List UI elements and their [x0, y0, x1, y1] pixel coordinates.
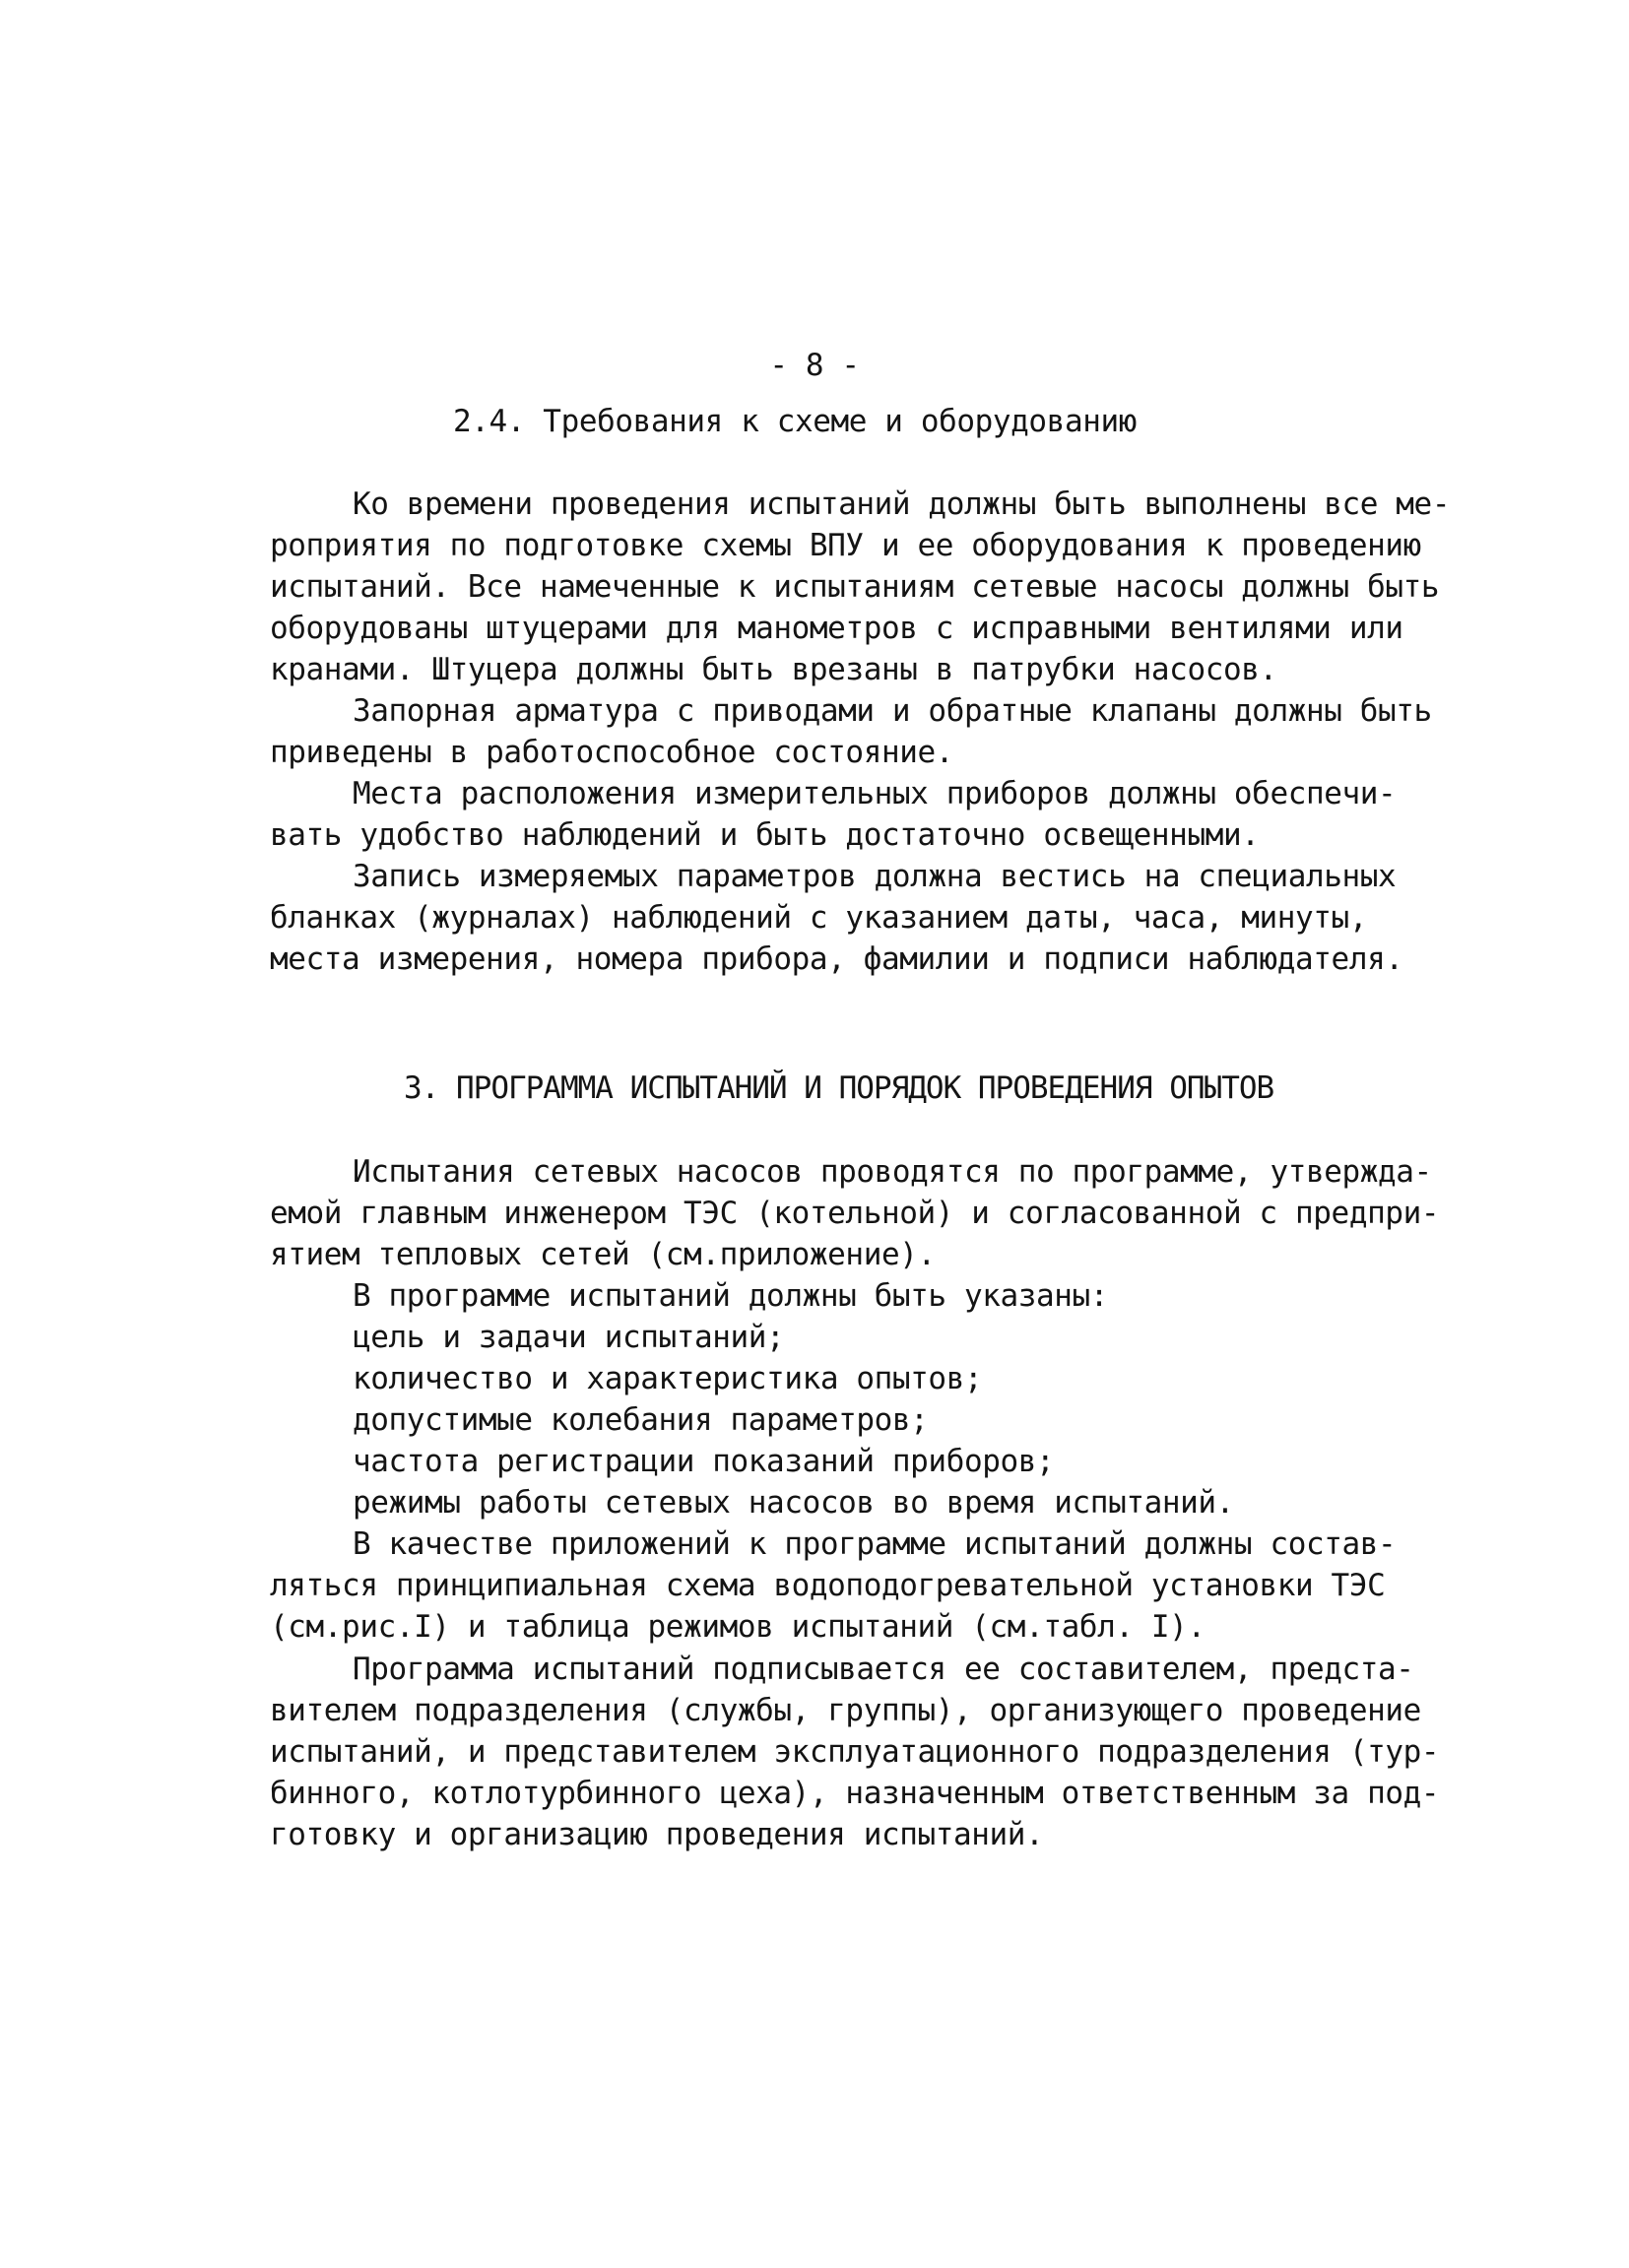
paragraph-line: вителем подразделения (службы, группы), организующего проведение	[270, 1693, 1421, 1728]
paragraph-line: роприятия по подготовке схемы ВПУ и ее оборудования к проведению	[270, 528, 1421, 563]
paragraph-line: бинного, котлотурбинного цеха), назначенным ответственным за под-	[270, 1776, 1440, 1811]
paragraph-line: кранами. Штуцера должны быть врезаны в патрубки насосов.	[270, 652, 1277, 687]
paragraph-line: (см.рис.I) и таблица режимов испытаний (см.табл. I).	[270, 1609, 1205, 1645]
page-number: - 8 -	[769, 348, 860, 383]
paragraph-line: В программе испытаний должны быть указаны:	[353, 1278, 1109, 1314]
paragraph-line: ятием тепловых сетей (см.приложение).	[270, 1237, 936, 1272]
paragraph-line: Ко времени проведения испытаний должны быть выполнены все ме-	[353, 486, 1451, 522]
section-3-title: 3. ПРОГРАММА ИСПЫТАНИЙ И ПОРЯДОК ПРОВЕДЕНИЯ ОПЫТОВ	[404, 1070, 1274, 1106]
list-item: режимы работы сетевых насосов во время испытаний.	[353, 1485, 1234, 1521]
paragraph-line: вать удобство наблюдений и быть достаточно освещенными.	[270, 817, 1260, 853]
paragraph-line: Места расположения измерительных приборов должны обеспечи-	[353, 776, 1397, 811]
paragraph-line: оборудованы штуцерами для манометров с исправными вентилями или	[270, 611, 1403, 646]
list-item: допустимые колебания параметров;	[353, 1402, 929, 1438]
paragraph-line: Запорная арматура с приводами и обратные клапаны должны быть	[353, 693, 1432, 729]
section-2-4-title: 2.4. Требования к схеме и оборудованию	[452, 404, 1138, 439]
paragraph-line: испытаний. Все намеченные к испытаниям сетевые насосы должны быть	[270, 569, 1440, 605]
paragraph-line: испытаний, и представителем эксплуатационного подразделения (тур-	[270, 1734, 1440, 1770]
list-item: количество и характеристика опытов;	[353, 1361, 983, 1396]
paragraph-line: готовку и организацию проведения испытаний.	[270, 1817, 1044, 1852]
paragraph-line: В качестве приложений к программе испытаний должны состав-	[353, 1526, 1397, 1562]
paragraph-line: Испытания сетевых насосов проводятся по программе, утвержда-	[353, 1154, 1432, 1190]
paragraph-line: места измерения, номера прибора, фамилии и подписи наблюдателя.	[270, 941, 1403, 977]
list-item: цель и задачи испытаний;	[353, 1320, 785, 1355]
list-item: частота регистрации показаний приборов;	[353, 1444, 1055, 1479]
paragraph-line: емой главным инженером ТЭС (котельной) и согласованной с предпри-	[270, 1196, 1440, 1231]
paragraph-line: Программа испытаний подписывается ее составителем, предста-	[353, 1652, 1414, 1687]
paragraph-line: приведены в работоспособное состояние.	[270, 735, 954, 770]
paragraph-line: бланках (журналах) наблюдений с указанием даты, часа, минуты,	[270, 900, 1368, 936]
paragraph-line: ляться принципиальная схема водоподогревательной установки ТЭС	[270, 1568, 1386, 1603]
paragraph-line: Запись измеряемых параметров должна вестись на специальных	[353, 859, 1397, 894]
